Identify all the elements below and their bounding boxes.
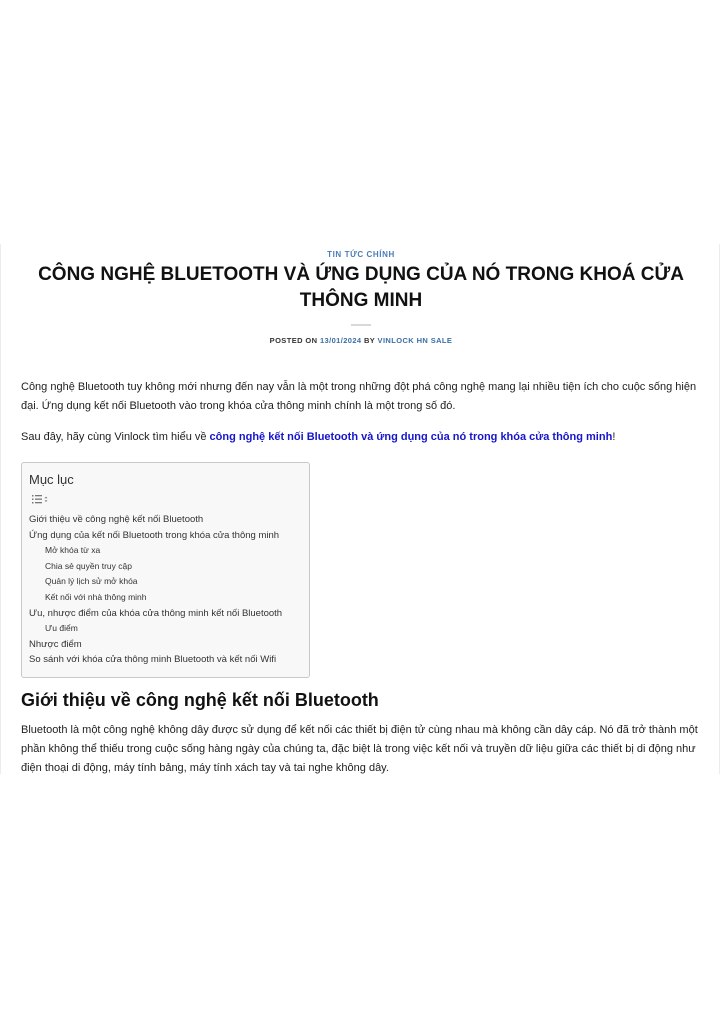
toc-item[interactable]: Kết nối với nhà thông minh [45,591,147,602]
lead-prefix: Sau đây, hãy cùng Vinlock tìm hiểu về [21,431,210,443]
article-card [0,244,720,774]
lead-paragraph [21,428,711,447]
category-label[interactable]: TIN TỨC CHÍNH [327,250,395,259]
by-label: BY [363,336,376,345]
toc-item[interactable]: Ứng dụng của kết nối Bluetooth trong khóa cửa thông minh [29,529,280,541]
lead-suffix: ! [612,431,616,443]
author-link[interactable]: VINLOCK HN SALE [377,336,453,345]
toc-item[interactable]: Nhược điểm [29,638,82,650]
toc-title: Mục lục [29,472,74,487]
toc-list [29,512,307,668]
section-paragraph: Bluetooth là một công nghệ không dây được sử dụng để kết nối các thiết bị điện tử cùng nhau mà không cần dây cáp. Nó đã trở thành một phần không thể thiếu trong cuộc sống hàng ngày của chúng ta, đặc biệt là trong việc kết nối và truyền dữ liệu giữa các thiết bị di động như điện thoại di động, máy tính bảng, máy tính xách tay và tai nghe không dây. [21,724,698,774]
toc-item[interactable]: Chia sẻ quyền truy cập [45,560,132,571]
toc-item[interactable]: So sánh với khóa cửa thông minh Bluetooth và kết nối Wifi [29,654,277,666]
post-date-link[interactable]: 13/01/2024 [319,336,362,345]
intro-paragraph: Công nghệ Bluetooth tuy không mới nhưng đến nay vẫn là một trong những đột phá công nghệ mang lại nhiều tiện ích cho cuộc sống hiện đại. Ứng dụng kết nối Bluetooth vào trong khóa cửa thông minh chính là một trong số đó. [21,381,697,412]
article-title: CÔNG NGHỆ BLUETOOTH VÀ ỨNG DỤNG CỦA NÓ TRONG KHOÁ CỬA THÔNG MINH [38,264,684,311]
toc-item[interactable]: Giới thiệu về công nghệ kết nối Bluetooth [29,514,204,525]
toc-item[interactable]: Quản lý lịch sử mở khóa [45,576,138,587]
title-divider [351,324,371,326]
toc-item[interactable]: Ưu, nhược điểm của khóa cửa thông minh kết nối Bluetooth [29,607,283,619]
lead-link[interactable]: công nghệ kết nối Bluetooth và ứng dụng của nó trong khóa cửa thông minh [209,431,613,443]
list-toggle-icon[interactable] [32,495,48,506]
post-meta [1,336,720,345]
posted-on-label: POSTED ON [269,336,318,345]
toc-item[interactable]: Mở khóa từ xa [45,545,101,556]
table-of-contents [21,462,310,678]
section-heading: Giới thiệu về công nghệ kết nối Bluetooth [21,690,379,710]
toc-item[interactable]: Ưu điểm [45,623,78,634]
